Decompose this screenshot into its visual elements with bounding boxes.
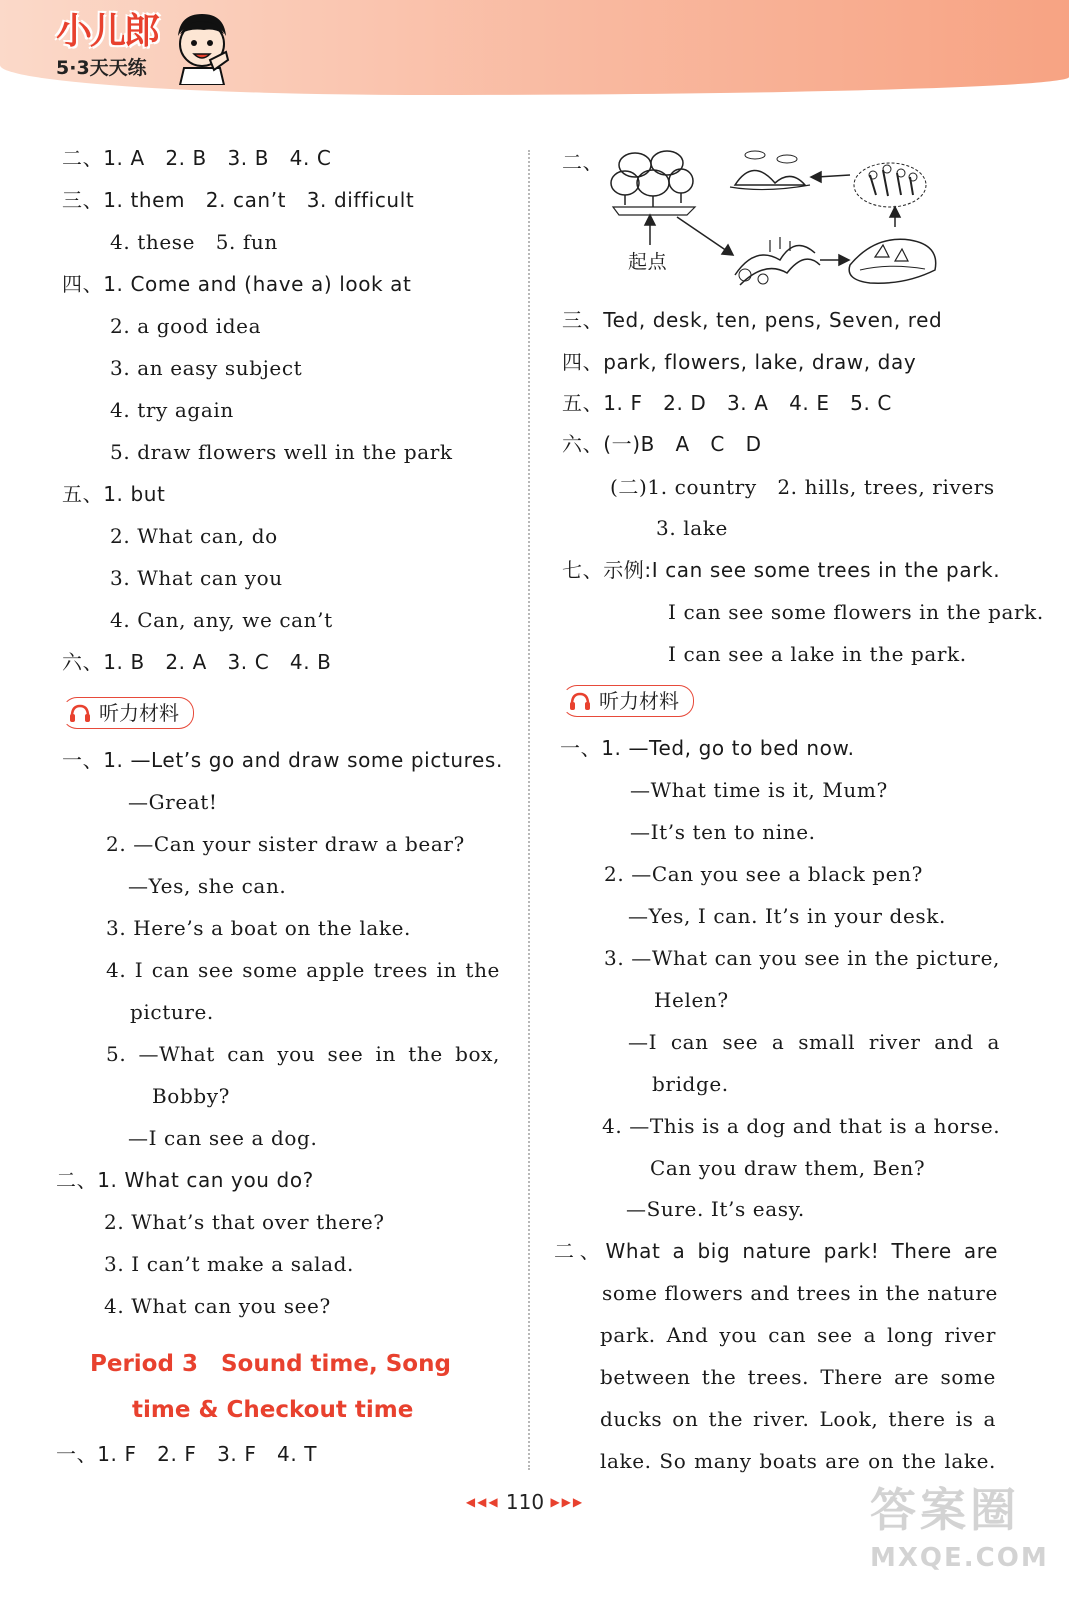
headphones-icon bbox=[569, 691, 591, 711]
page-number-bar bbox=[440, 1490, 610, 1514]
listening-line: park. And you can see a long river bbox=[600, 1323, 996, 1347]
listening-badge bbox=[62, 697, 194, 729]
right-arrows-icon: ▶▶▶ bbox=[550, 1495, 585, 1509]
listening-line: 2. What’s that over there? bbox=[104, 1210, 385, 1234]
answer-line: 三、Ted, desk, ten, pens, Seven, red bbox=[562, 308, 943, 332]
listening-line: 二、What a big nature park! There are bbox=[554, 1239, 998, 1263]
answer-line: (二)1. country 2. hills, trees, rivers bbox=[610, 475, 995, 499]
listening-line: picture. bbox=[130, 1000, 214, 1024]
listening-line: 一、1. —Let’s go and draw some pictures. bbox=[62, 748, 503, 772]
answer-line: 3. What can you bbox=[110, 566, 283, 590]
answer-line: 4. Can, any, we can’t bbox=[110, 608, 333, 632]
listening-line: 5. —What can you see in the box, bbox=[106, 1042, 500, 1066]
watermark-line2: MXQE.COM bbox=[870, 1543, 1049, 1573]
answer-line: 2. a good idea bbox=[110, 314, 262, 338]
left-arrows-icon: ◀◀◀ bbox=[465, 1495, 500, 1509]
listening-line: some flowers and trees in the nature bbox=[602, 1281, 998, 1305]
listening-line: bridge. bbox=[652, 1072, 729, 1096]
column-divider bbox=[528, 150, 530, 1470]
flowers-picture bbox=[854, 163, 926, 207]
listening-line: ducks on the river. Look, there is a bbox=[600, 1407, 996, 1431]
answer-line: 六、(一)B A C D bbox=[562, 432, 762, 456]
hills-picture bbox=[730, 151, 810, 190]
period-heading-line2: time & Checkout time bbox=[132, 1397, 414, 1423]
headphones-icon bbox=[69, 703, 91, 723]
answer-line: 一、1. F 2. F 3. F 4. T bbox=[56, 1442, 318, 1466]
answer-line: 四、1. Come and (have a) look at bbox=[62, 272, 412, 296]
brand-sub: 5·3天天练 bbox=[56, 57, 147, 79]
answer-line: 七、示例:I can see some trees in the park. bbox=[562, 558, 1001, 582]
answer-line: I can see some flowers in the park. bbox=[668, 600, 1044, 624]
answer-line: 六、1. B 2. A 3. C 4. B bbox=[62, 650, 332, 674]
listening-badge bbox=[562, 685, 694, 717]
listening-line: 4. I can see some apple trees in the bbox=[106, 958, 500, 982]
answer-line: 4. these 5. fun bbox=[110, 230, 278, 254]
brand-main: 小儿郎 bbox=[56, 11, 159, 52]
listening-line: between the trees. There are some bbox=[600, 1365, 996, 1389]
listening-line: 2. —Can your sister draw a bear? bbox=[106, 832, 465, 856]
header-banner bbox=[0, 0, 1069, 95]
answer-line: 3. an easy subject bbox=[110, 356, 303, 380]
listening-line: 4. What can you see? bbox=[104, 1294, 331, 1318]
answer-line: I can see a lake in the park. bbox=[668, 642, 967, 666]
listening-line: 二、1. What can you do? bbox=[56, 1168, 314, 1192]
route-arrows bbox=[645, 172, 900, 265]
listening-line: 3. Here’s a boat on the lake. bbox=[106, 916, 411, 940]
listening-line: —Yes, I can. It’s in your desk. bbox=[628, 904, 946, 928]
listening-line: —It’s ten to nine. bbox=[630, 820, 816, 844]
listening-line: 3. —What can you see in the picture, bbox=[604, 946, 1000, 970]
listening-line: Can you draw them, Ben? bbox=[650, 1156, 926, 1180]
listening-line: 2. —Can you see a black pen? bbox=[604, 862, 923, 886]
answer-line: 五、1. F 2. D 3. A 4. E 5. C bbox=[562, 391, 892, 415]
answer-line: 2. What can, do bbox=[110, 524, 278, 548]
answer-line: 三、1. them 2. can’t 3. difficult bbox=[62, 188, 415, 212]
page-number: 110 bbox=[505, 1490, 545, 1514]
listening-line: —Great! bbox=[128, 790, 218, 814]
answer-line: 4. try again bbox=[110, 398, 234, 422]
answer-line: 3. lake bbox=[656, 516, 728, 540]
listening-line: —What time is it, Mum? bbox=[630, 778, 888, 802]
brand-logo bbox=[56, 11, 159, 79]
answer-line: 5. draw flowers well in the park bbox=[110, 440, 453, 464]
listening-line: 一、1. —Ted, go to bed now. bbox=[560, 736, 855, 760]
listening-line: —Yes, she can. bbox=[128, 874, 287, 898]
diagram-section-label: 二、 bbox=[562, 150, 604, 174]
listening-line: —Sure. It’s easy. bbox=[626, 1197, 805, 1221]
listening-line: —I can see a dog. bbox=[128, 1126, 318, 1150]
trees-picture bbox=[611, 151, 695, 215]
listening-label: 听力材料 bbox=[99, 701, 179, 725]
watermark-line1: 答案圈 bbox=[870, 1483, 1020, 1537]
river-picture bbox=[735, 237, 820, 285]
answer-line: 五、1. but bbox=[62, 482, 166, 506]
watermark bbox=[870, 1480, 1050, 1595]
listening-line: 4. —This is a dog and that is a horse. bbox=[602, 1114, 1001, 1138]
start-point-label: 起点 bbox=[628, 251, 668, 273]
listening-line: Bobby? bbox=[152, 1084, 230, 1108]
listening-label: 听力材料 bbox=[599, 689, 679, 713]
mascot-boy-icon bbox=[170, 10, 232, 85]
listening-line: —I can see a small river and a bbox=[628, 1030, 1000, 1054]
listening-line: Helen? bbox=[654, 988, 729, 1012]
listening-line: lake. So many boats are on the lake. bbox=[600, 1449, 996, 1473]
lake-boats-picture bbox=[849, 239, 936, 283]
period-heading-line1: Period 3 Sound time, Song bbox=[90, 1351, 451, 1377]
listening-line: 3. I can’t make a salad. bbox=[104, 1252, 355, 1276]
answer-line: 四、park, flowers, lake, draw, day bbox=[562, 350, 917, 374]
answer-line: 二、1. A 2. B 3. B 4. C bbox=[62, 146, 332, 170]
